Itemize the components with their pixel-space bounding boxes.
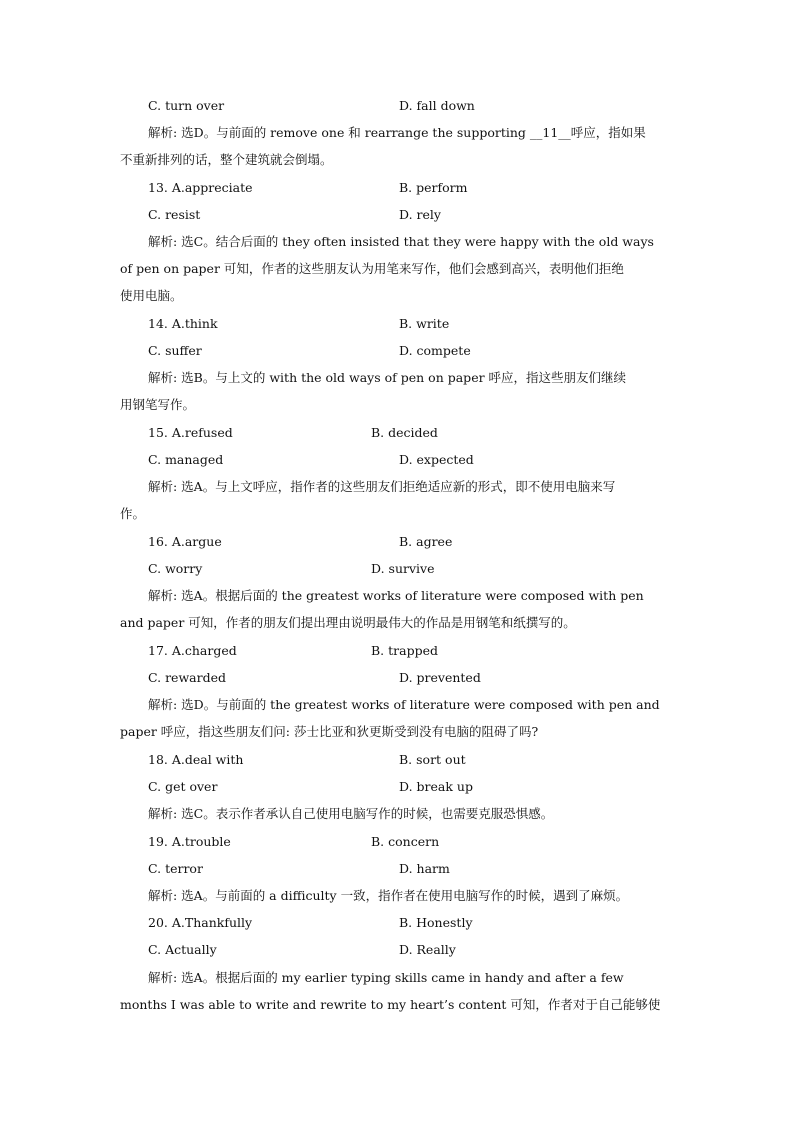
option-d: D. prevented xyxy=(399,670,481,685)
option-d: D. break up xyxy=(399,779,473,794)
option-b: B. perform xyxy=(399,180,468,195)
option-d: D. fall down xyxy=(399,98,475,113)
explanation-line: 解析: 选A。与前面的 a difficulty 一致，指作者在使用电脑写作的时候，遇到了麻烦。 xyxy=(148,888,629,903)
explanation-line: 解析: 选C。表示作者承认自己使用电脑写作的时候，也需要克服恐惧感。 xyxy=(148,806,554,821)
explanation-line: 解析: 选D。与前面的 remove one 和 rearrange the supporting __11__呼应，指如果 xyxy=(148,125,646,140)
option-c: C. get over xyxy=(148,779,218,794)
explanation-line: of pen on paper 可知，作者的这些朋友认为用笔来写作，他们会感到高兴，表明他们拒绝 xyxy=(120,261,624,276)
option-c: C. terror xyxy=(148,861,203,876)
option-c: C. managed xyxy=(148,452,224,467)
option-a: 20. A.Thankfully xyxy=(148,915,253,930)
option-c: C. Actually xyxy=(148,942,217,957)
option-b: B. agree xyxy=(399,534,453,549)
option-b: B. sort out xyxy=(399,752,466,767)
option-b: B. Honestly xyxy=(399,915,473,930)
option-a: 15. A.refused xyxy=(148,425,233,440)
option-b: B. trapped xyxy=(371,643,438,658)
option-b: B. decided xyxy=(371,425,438,440)
explanation-line: 解析: 选A。根据后面的 the greatest works of literature were composed with pen xyxy=(148,588,644,603)
option-c: C. suffer xyxy=(148,343,202,358)
explanation-line: 不重新排列的话，整个建筑就会倒塌。 xyxy=(120,152,333,167)
option-b: B. write xyxy=(399,316,450,331)
option-a: 16. A.argue xyxy=(148,534,222,549)
option-c: C. rewarded xyxy=(148,670,226,685)
option-c: C. turn over xyxy=(148,98,225,113)
explanation-line: 解析: 选B。与上文的 with the old ways of pen on paper 呼应，指这些朋友们继续 xyxy=(148,370,627,385)
option-d: D. survive xyxy=(371,561,435,576)
explanation-line: 作。 xyxy=(120,506,146,521)
explanation-line: 解析: 选A。与上文呼应，指作者的这些朋友们拒绝适应新的形式，即不使用电脑来写 xyxy=(148,479,616,494)
explanation-line: and paper 可知，作者的朋友们提出理由说明最伟大的作品是用钢笔和纸撰写的。 xyxy=(120,615,576,630)
explanation-line: paper 呼应，指这些朋友们问: 莎士比亚和狄更斯受到没有电脑的阻碍了吗? xyxy=(120,724,539,739)
option-c: C. worry xyxy=(148,561,203,576)
explanation-line: 使用电脑。 xyxy=(120,288,183,303)
option-d: D. Really xyxy=(399,942,456,957)
option-b: B. concern xyxy=(371,834,440,849)
option-a: 14. A.think xyxy=(148,316,218,331)
option-d: D. compete xyxy=(399,343,471,358)
option-d: D. expected xyxy=(399,452,474,467)
option-a: 19. A.trouble xyxy=(148,834,231,849)
explanation-line: 解析: 选D。与前面的 the greatest works of literature were composed with pen and xyxy=(148,697,660,712)
explanation-line: months I was able to write and rewrite to my heart’s content 可知，作者对于自己能够使 xyxy=(120,997,661,1012)
option-a: 18. A.deal with xyxy=(148,752,244,767)
explanation-line: 用钢笔写作。 xyxy=(120,397,196,412)
explanation-line: 解析: 选C。结合后面的 they often insisted that they were happy with the old ways xyxy=(148,234,654,249)
option-a: 13. A.appreciate xyxy=(148,180,253,195)
option-d: D. rely xyxy=(399,207,441,222)
option-d: D. harm xyxy=(399,861,450,876)
explanation-line: 解析: 选A。根据后面的 my earlier typing skills came in handy and after a few xyxy=(148,970,624,985)
option-c: C. resist xyxy=(148,207,201,222)
option-a: 17. A.charged xyxy=(148,643,237,658)
